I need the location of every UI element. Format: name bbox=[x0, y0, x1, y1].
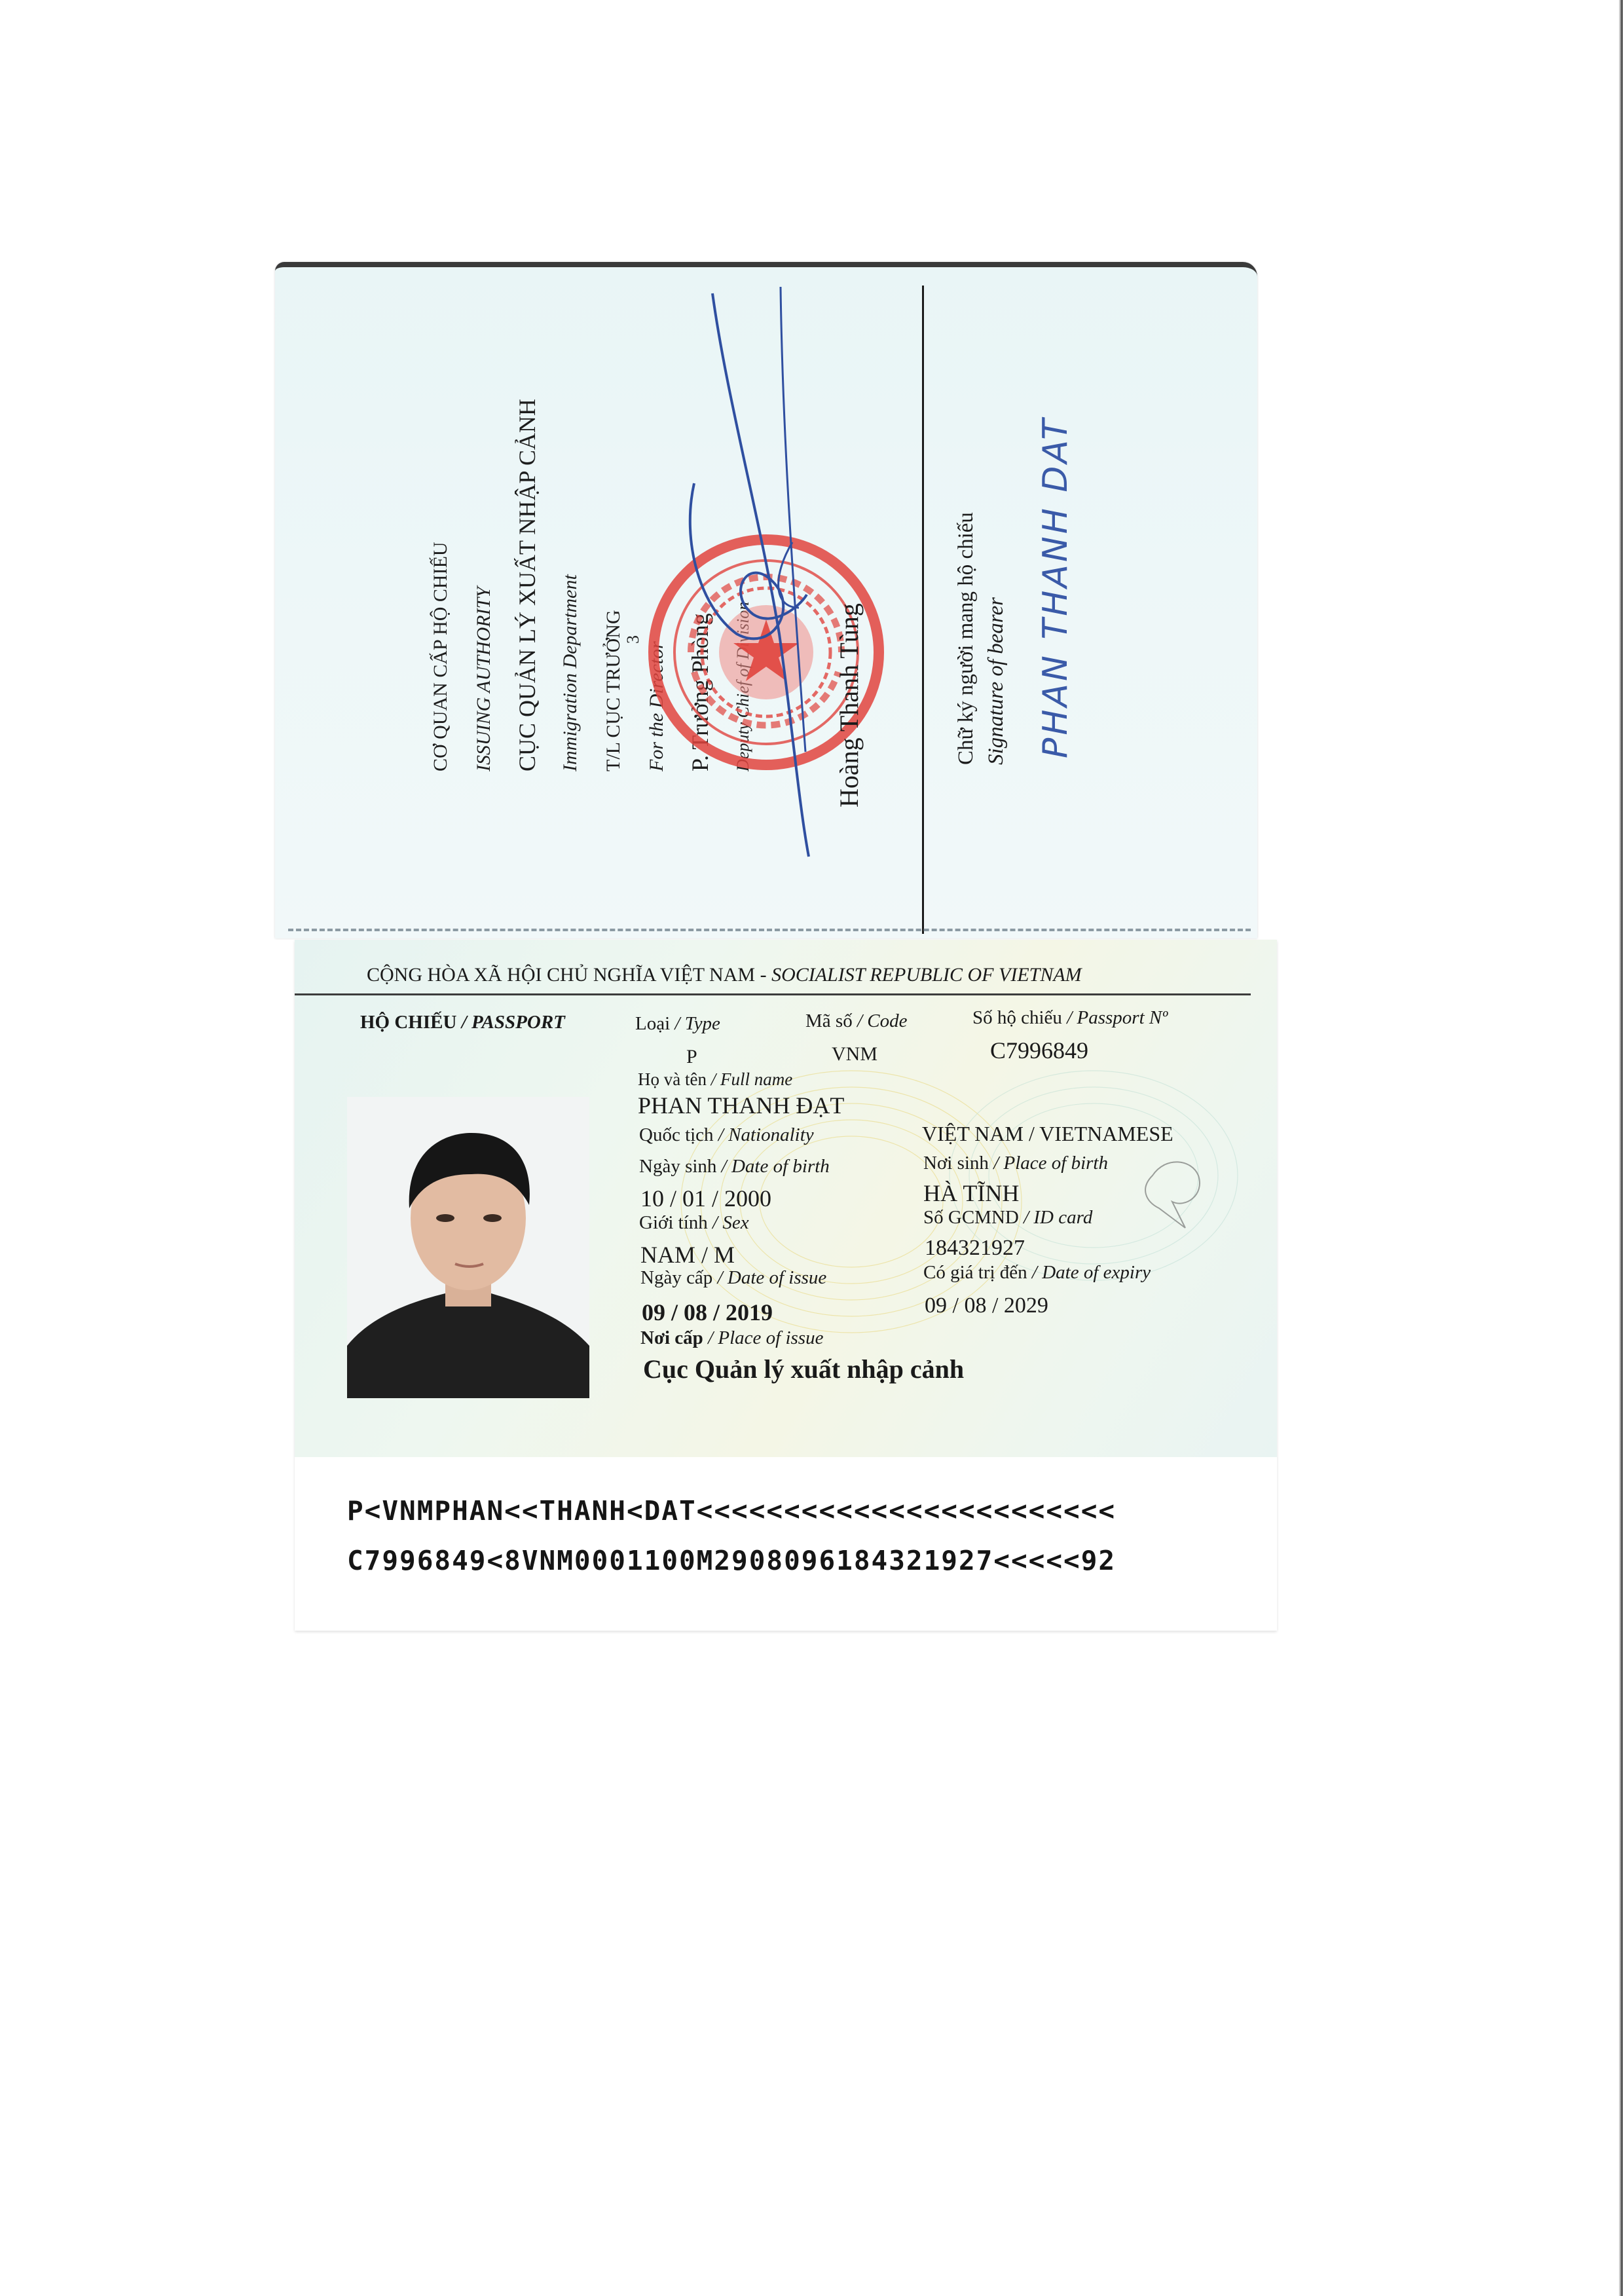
perforation-line bbox=[288, 929, 1251, 938]
sex-value: NAM / M bbox=[640, 1242, 735, 1268]
sex-label-vi: Giới tính bbox=[639, 1212, 708, 1233]
date-of-birth-label-vi: Ngày sinh bbox=[639, 1156, 717, 1177]
date-of-birth-label-en: / Date of birth bbox=[721, 1156, 830, 1177]
date-of-expiry-label-en: / Date of expiry bbox=[1031, 1262, 1151, 1283]
document-label-en: / PASSPORT bbox=[461, 1012, 565, 1033]
issuer-name: Hoàng Thanh Tùng bbox=[834, 603, 864, 807]
bearer-signature-label bbox=[951, 512, 1011, 765]
issuing-authority-label-en: ISSUING AUTHORITY bbox=[473, 587, 494, 771]
scan-edge bbox=[1619, 0, 1623, 2296]
place-of-issue-value: Cục Quản lý xuất nhập cảnh bbox=[643, 1354, 965, 1384]
sex-label-en: / Sex bbox=[712, 1212, 749, 1233]
date-of-expiry-label bbox=[923, 1262, 1151, 1284]
biodata-page bbox=[295, 940, 1277, 1631]
full-name-label bbox=[638, 1069, 792, 1090]
place-of-birth-label-en: / Place of birth bbox=[993, 1153, 1108, 1174]
director-title-en: For the Director bbox=[646, 641, 667, 771]
date-of-birth-label bbox=[639, 1156, 830, 1177]
full-name-label-vi: Họ và tên bbox=[638, 1069, 707, 1089]
nationality-label bbox=[639, 1124, 814, 1146]
passport-number-label-vi: Số hộ chiếu bbox=[972, 1007, 1062, 1028]
page-divider bbox=[922, 286, 924, 934]
observations-page bbox=[275, 262, 1257, 938]
bearer-signature-label-en: Signature of bearer bbox=[984, 597, 1008, 765]
passport-number-label bbox=[972, 1007, 1168, 1029]
date-of-issue-label-vi: Ngày cấp bbox=[640, 1267, 713, 1288]
code-label-vi: Mã số bbox=[805, 1010, 853, 1031]
place-of-issue-label bbox=[640, 1327, 823, 1349]
id-card-value: 184321927 bbox=[925, 1236, 1025, 1260]
place-of-birth-label-vi: Nơi sinh bbox=[923, 1153, 989, 1174]
issuing-department-vi: CỤC QUẢN LÝ XUẤT NHẬP CẢNH bbox=[514, 398, 540, 771]
full-name-label-en: / Full name bbox=[710, 1069, 793, 1089]
sex-label bbox=[639, 1212, 749, 1234]
id-card-label-en: / ID card bbox=[1024, 1207, 1093, 1228]
full-name-value: PHAN THANH ĐẠT bbox=[638, 1092, 845, 1119]
place-of-issue-label-vi: Nơi cấp bbox=[640, 1327, 703, 1348]
issuer-signature bbox=[275, 267, 1257, 938]
header-rule bbox=[295, 993, 1251, 995]
type-label-en: / Type bbox=[674, 1013, 720, 1034]
director-title-vi: T/L CỤC TRƯỞNG bbox=[602, 610, 624, 771]
type-label-vi: Loại bbox=[635, 1013, 671, 1034]
date-of-birth-value: 10 / 01 / 2000 bbox=[640, 1185, 772, 1212]
holder-photo bbox=[347, 1097, 589, 1398]
country-header-separator: - bbox=[755, 964, 772, 986]
code-label bbox=[805, 1010, 907, 1032]
document-label bbox=[360, 1012, 565, 1033]
page-number: 3 bbox=[623, 635, 642, 644]
type-label bbox=[635, 1013, 720, 1035]
date-of-issue-label bbox=[640, 1267, 826, 1289]
country-header-en: SOCIALIST REPUBLIC OF VIETNAM bbox=[771, 964, 1082, 986]
bearer-signature: PHAN THANH DAT bbox=[1036, 416, 1075, 758]
place-of-birth-value: HÀ TĨNH bbox=[923, 1180, 1020, 1206]
place-of-issue-label-en: / Place of issue bbox=[708, 1327, 824, 1348]
machine-readable-zone bbox=[295, 1457, 1277, 1631]
issuing-department-en: Immigration Department bbox=[559, 574, 581, 771]
nationality-label-en: / Nationality bbox=[718, 1124, 814, 1145]
nationality-value: VIỆT NAM / VIETNAMESE bbox=[922, 1122, 1173, 1145]
code-label-en: / Code bbox=[857, 1010, 908, 1031]
nationality-label-vi: Quốc tịch bbox=[639, 1124, 714, 1145]
passport-number-label-en: / Passport Nº bbox=[1067, 1007, 1168, 1028]
issuing-authority-label-vi: CƠ QUAN CẤP HỘ CHIẾU bbox=[430, 542, 451, 771]
holder-portrait bbox=[347, 1097, 589, 1398]
date-of-issue-label-en: / Date of issue bbox=[717, 1267, 827, 1288]
country-header bbox=[367, 964, 1082, 986]
passport-number-value: C7996849 bbox=[990, 1037, 1089, 1064]
mrz-line-1: P<VNMPHAN<<THANH<DAT<<<<<<<<<<<<<<<<<<<<<<<< bbox=[347, 1495, 1116, 1527]
bearer-signature-label-vi: Chữ ký người mang hộ chiếu bbox=[954, 512, 978, 765]
date-of-expiry-label-vi: Có giá trị đến bbox=[923, 1262, 1027, 1283]
type-value: P bbox=[686, 1046, 697, 1067]
code-value: VNM bbox=[832, 1043, 878, 1065]
country-header-vi: CỘNG HÒA XÃ HỘI CHỦ NGHĨA VIỆT NAM bbox=[367, 964, 756, 986]
passport-spread bbox=[275, 262, 1277, 1631]
mrz-line-2: C7996849<8VNM0001100M2908096184321927<<<<<92 bbox=[347, 1545, 1116, 1576]
deputy-title-vi: P. Trưởng Phòng bbox=[687, 613, 713, 771]
id-card-label-vi: Số GCMND bbox=[923, 1207, 1019, 1228]
date-of-expiry-value: 09 / 08 / 2029 bbox=[925, 1293, 1048, 1318]
document-label-vi: HỘ CHIẾU bbox=[360, 1012, 457, 1033]
date-of-issue-value: 09 / 08 / 2019 bbox=[642, 1299, 773, 1325]
place-of-birth-label bbox=[923, 1153, 1108, 1174]
id-card-label bbox=[923, 1207, 1092, 1229]
